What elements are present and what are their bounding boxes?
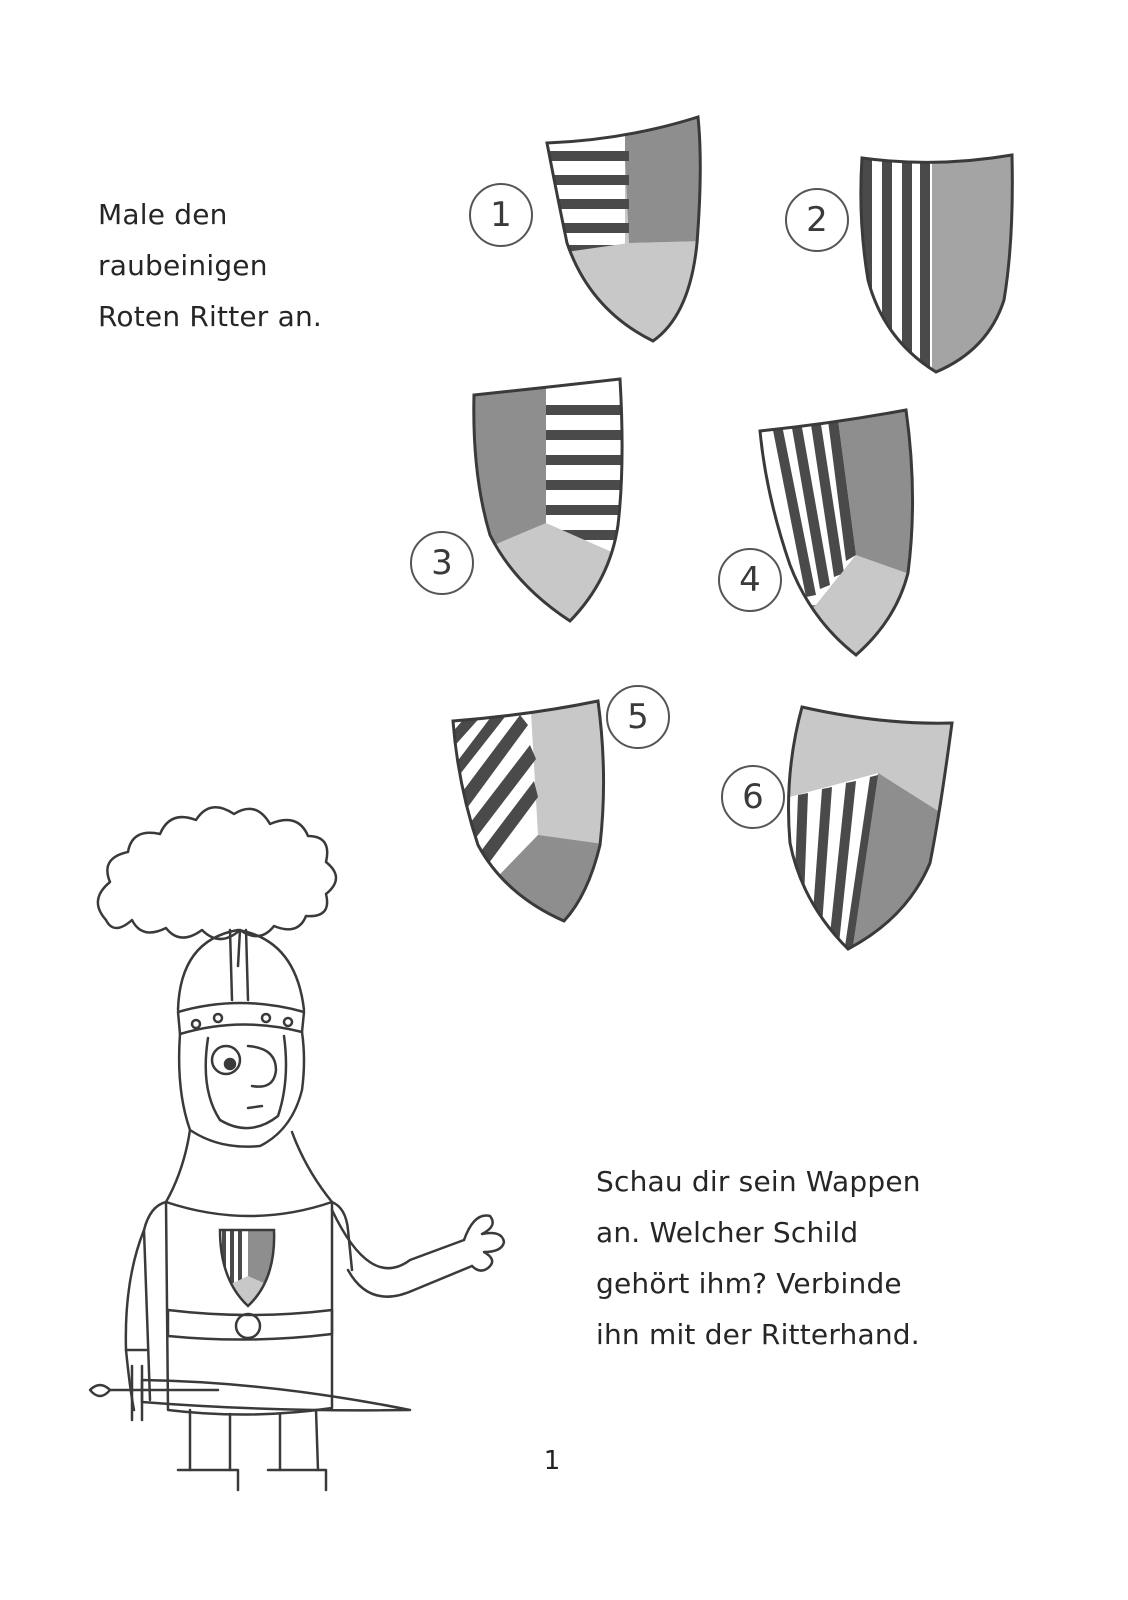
task-line: Schau dir sein Wappen — [596, 1165, 921, 1198]
shield-6[interactable] — [782, 703, 957, 953]
shield-number-5: 5 — [606, 685, 670, 749]
task-line: gehört ihm? Verbinde — [596, 1267, 902, 1300]
shield-1[interactable] — [545, 115, 705, 345]
shield-3[interactable] — [470, 375, 630, 630]
shield-number-2: 2 — [785, 188, 849, 252]
page-number: 1 — [543, 1446, 561, 1476]
shield-number-3: 3 — [410, 531, 474, 595]
shield-2[interactable] — [856, 150, 1016, 380]
shield-number-4: 4 — [718, 548, 782, 612]
shield-number-6: 6 — [721, 765, 785, 829]
task-instruction — [596, 1156, 921, 1360]
intro-line: Roten Ritter an. — [98, 300, 323, 333]
intro-instruction — [98, 189, 322, 342]
intro-line: Male den — [98, 198, 228, 231]
shield-number-1: 1 — [469, 183, 533, 247]
shield-4[interactable] — [756, 405, 918, 660]
task-line: an. Welcher Schild — [596, 1216, 859, 1249]
intro-line: raubeinigen — [98, 249, 268, 282]
task-line: ihn mit der Ritterhand. — [596, 1318, 920, 1351]
knight-illustration — [70, 790, 510, 1490]
